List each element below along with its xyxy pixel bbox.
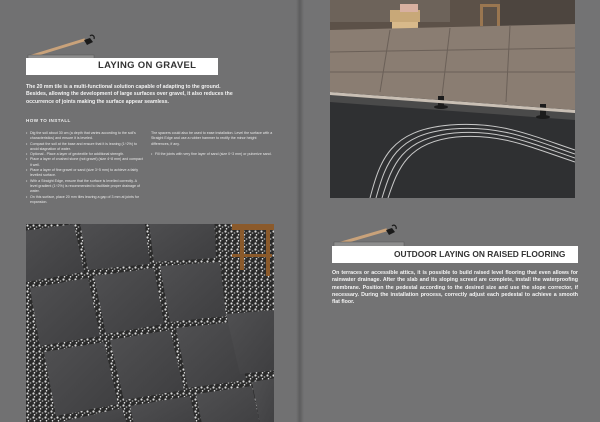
- how-to-install-heading: HOW TO INSTALL: [26, 118, 71, 123]
- install-step: • With a Straight Edge, ensure that the surface is levelled correctly. A level gradient (1÷2%) is recommended to facilitate proper drainage of water.: [26, 179, 144, 195]
- install-step: • Dig the soil about 30 cm (a depth that varies according to the soil's characteristics) and ensure it is leveled.: [26, 131, 144, 142]
- raised-description: On terraces or accessible attics, it is possible to build raised level flooring that even allows for rainwater drainage. After the slab and its sloping screed are complete, install the waterproofing membrane. Position the pedestal according to the desired size and use the slope corrector, if necessary. During the installation process, correctly adjust each pedestal to achieve a smooth flat floor.: [332, 270, 578, 306]
- install-step: • On this surface, place 20 mm tiles leaving a gap of 3 mm at joints for expansion.: [26, 195, 144, 206]
- install-step: • Place a layer of crushed stone (not gravel) (size 4÷8 mm) and compact it well.: [26, 157, 144, 168]
- raised-title: OUTDOOR LAYING ON RAISED FLOORING: [394, 248, 566, 259]
- raised-floor-photo: [330, 0, 575, 198]
- install-steps-list: [26, 131, 144, 205]
- gravel-tiles-photo: [26, 224, 274, 422]
- install-step: • Compact the soil at the base and ensure that it is leaning (1÷2%) to avoid stagnation of water.: [26, 142, 144, 153]
- raised-title-band: [332, 246, 578, 263]
- install-final-step: • Fill the joints with very fine layer of sand (size 0÷3 mm) or pulverize sand.: [151, 152, 273, 157]
- install-step: • Place a layer of fine gravel or sand (size 3÷5 mm) to achieve a fairly levelled surface.: [26, 168, 144, 179]
- install-note: The spacers could also be used to ease installation. Level the surface with a Straight Edge and use a rubber hammer to rectify the minor height differences, if any.: [151, 131, 273, 146]
- gravel-title-band: [26, 58, 218, 75]
- page-gutter: [296, 0, 304, 422]
- gravel-intro: The 20 mm tile is a multi-functional solution capable of adapting to the ground. Besides, allowing the development of large surfaces over gravel, it also reduces the occurrence of joints making the surface appear seamless.: [26, 84, 233, 105]
- install-step: • Optional - Place a layer of geotextile for additional strength.: [26, 152, 144, 157]
- gravel-title: LAYING ON GRAVEL: [98, 60, 197, 71]
- install-notes: [151, 131, 273, 157]
